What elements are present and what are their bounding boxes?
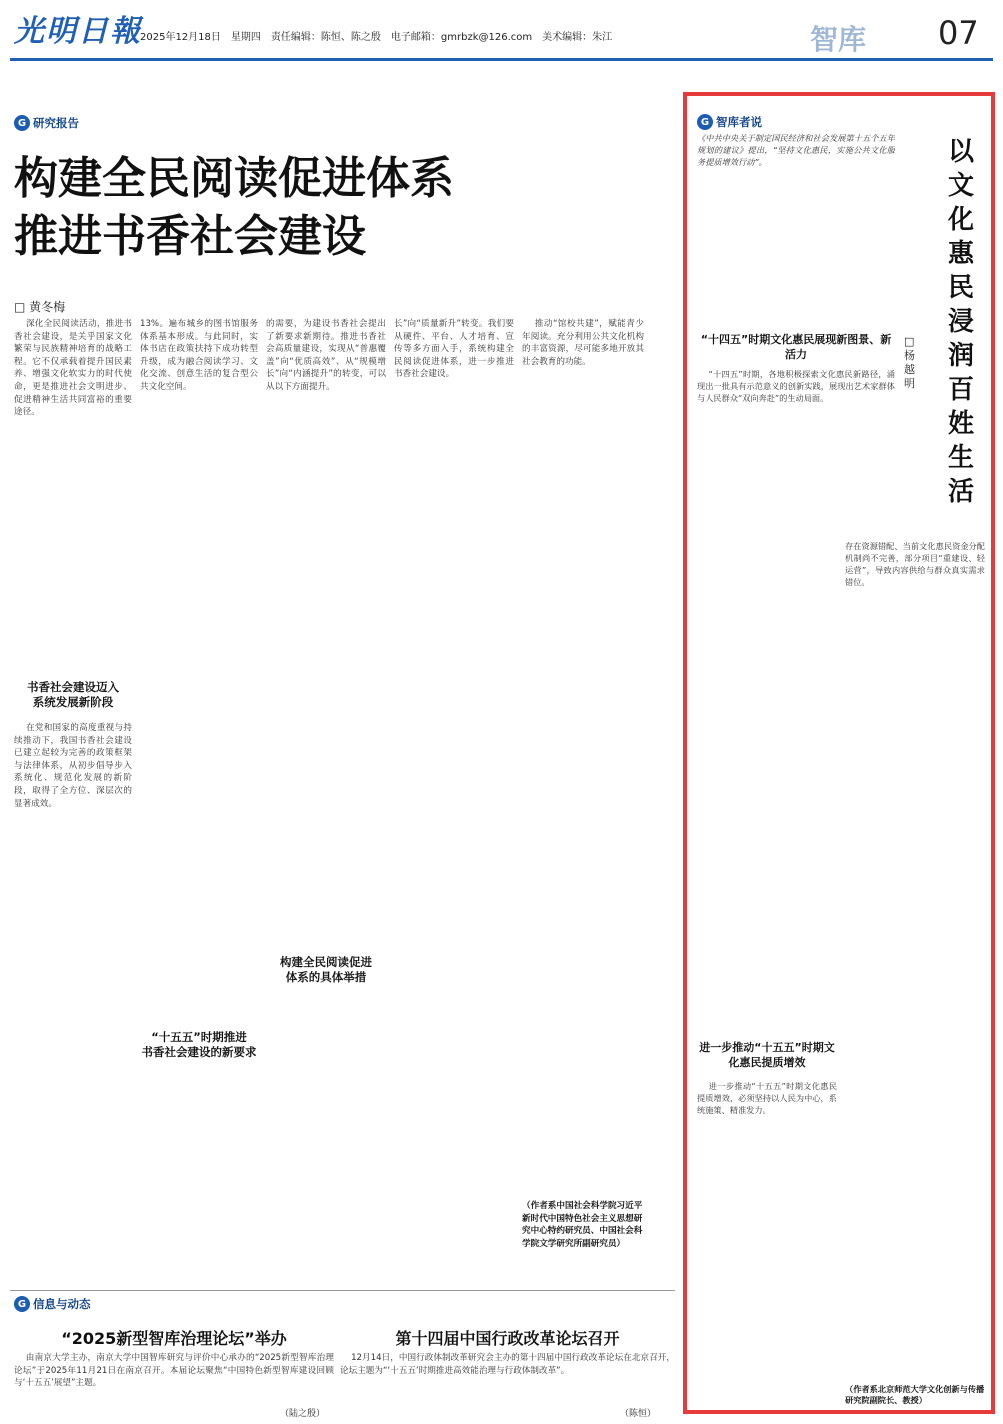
subheading-3-line-a: 构建全民阅读促进: [280, 955, 372, 969]
think-lead: 《中共中央关于制定国民经济和社会发展第十五个五年规划的建议》提出，“坚持文化惠民，实施公共文化服务提质增效行动”。: [697, 133, 895, 167]
think-body-3: 进一步推动“十五五”时期文化惠民提质增效，必须坚持以人民为中心，系统施策、精准发力。: [697, 1081, 837, 1115]
subheading-1-line-b: 系统发展新阶段: [32, 695, 114, 709]
research-title-line1: 构建全民阅读促进体系: [14, 153, 454, 204]
think-body-2: 存在资源错配、当前文化惠民资金分配机制尚不完善，部分项目“重建设、轻运营”，导致内容供给与群众真实需求错位。: [845, 541, 985, 587]
research-author: □ 黄冬梅: [14, 300, 66, 314]
news-2-title: 第十四届中国行政改革论坛召开: [395, 1329, 620, 1348]
think-label: 智库者说: [716, 115, 762, 129]
research-title-line2: 推进书香社会建设: [14, 211, 366, 262]
subheading-3-line-b: 体系的具体举措: [285, 970, 367, 984]
masthead-info: [140, 28, 612, 43]
subheading-1-line-a: 书香社会建设迈入: [27, 680, 119, 694]
info-header: [14, 1296, 91, 1312]
subheading-2-line-a: “十五五”时期推进: [151, 1030, 247, 1044]
think-body-4: [845, 1040, 985, 1380]
research-column-3b: [266, 1000, 386, 1282]
think-author-note: （作者系北京师范大学文化创新与传播研究院副院长、教授）: [845, 1384, 985, 1405]
research-column-2: 13%。遍布城乡的图书馆服务体系基本形成。与此同时，实体书店在政策扶持下成功转型升级，成为融合阅读学习、文化交流、创意生活的复合型公共文化空间。: [140, 319, 258, 392]
research-title: [14, 150, 454, 266]
editor-label: 责任编辑：陈恒、陈之殷: [270, 32, 381, 43]
research-column-5: 推动“馆校共建”，赋能青少年阅读。充分利用公共文化机构的丰富资源，尽可能多地开放其社会教育的功能。: [522, 319, 644, 367]
email-label: 电子邮箱：gmrbzk@126.com: [390, 32, 533, 43]
issue-date: 2025年12月18日: [140, 32, 221, 43]
news-1-title: “2025新型智库治理论坛”举办: [61, 1329, 287, 1348]
subheading-2-line-b: 书香社会建设的新要求: [141, 1045, 257, 1059]
page-number: 07: [938, 14, 979, 52]
gm-logo-icon: G: [697, 114, 713, 130]
think-body-1: “十四五”时期，各地积极探索文化惠民新路径，涌现出一批具有示范意义的创新实践，展现出艺术家群体与人民群众“双向奔赴”的生动局面。: [697, 369, 895, 403]
masthead-rule: [10, 58, 993, 61]
gm-logo-icon: G: [14, 115, 30, 131]
research-label: 研究报告: [33, 116, 79, 130]
gm-logo-icon: G: [14, 1296, 30, 1312]
news-1-byline: （陆之殷）: [280, 1409, 326, 1419]
art-editor-label: 美术编辑：朱江: [542, 32, 613, 43]
research-column-1b: 在党和国家的高度重视与持续推动下，我国书香社会建设已建立起较为完善的政策框架与法律体系，从初步倡导步入系统化、规范化发展的新阶段，取得了全方位、深层次的显著成效。: [14, 723, 132, 809]
research-column-1: 深化全民阅读活动，推进书香社会建设，是关乎国家文化繁荣与民族精神培育的战略工程。它不仅承载着提升国民素养、增强文化软实力的时代使命，更是推进社会文明进步、促进精神生活共同富裕的重要途径。: [14, 319, 132, 418]
research-column-4: 长”向“质量新升”转变。我们要从硬件、平台、人才培育、宣传等多方面入手，系统构建全民阅读促进体系，进一步推进书香社会建设。: [394, 319, 514, 380]
research-subheading-3: [266, 955, 386, 985]
issue-weekday: 星期四: [230, 32, 261, 43]
news-1-body: 由南京大学主办，南京大学中国智库研究与评价中心承办的“2025新型智库治理论坛”于2025年11月21日在南京召开。本届论坛聚焦“中国特色新型智库建设回顾与‘十五五’展望”主题。: [14, 1353, 334, 1389]
info-label: 信息与动态: [33, 1297, 91, 1311]
news-2-byline: （陈恒）: [620, 1409, 657, 1419]
research-header: [14, 115, 79, 131]
masthead-logo: 光明日報: [14, 14, 142, 49]
research-column-3: 的需要，为建设书香社会提出了新要求新期待。推进书香社会高质量建设，实现从“普惠覆盖”向“优质高效”、从“规模增长”向“内涵提升”的转变，可以从以下方面提升。: [266, 319, 386, 392]
section-divider: [10, 1290, 675, 1291]
think-title: 以文化惠民浸润百姓生活: [947, 137, 974, 507]
section-name: 智库: [810, 23, 867, 56]
research-subheading-2: [140, 1030, 258, 1060]
research-subheading-1: [14, 680, 132, 710]
research-author-note: （作者系中国社会科学院习近平新时代中国特色社会主义思想研究中心特约研究员、中国社会科学院文学研究所副研究员）: [522, 1201, 643, 1249]
news-2-body: 12月14日，中国行政体制改革研究会主办的第十四届中国行政改革论坛在北京召开，论坛主题为“‘十五五’时期推进高效能治理与行政体制改革”。: [340, 1353, 675, 1376]
think-subheading-1: “十四五”时期文化惠民展现新图景、新活力: [700, 333, 892, 361]
think-author: □ 杨越明: [904, 335, 915, 390]
think-subheading-2: 进一步推动“十五五”时期文化惠民提质增效: [699, 1041, 835, 1069]
think-header: [697, 114, 762, 130]
